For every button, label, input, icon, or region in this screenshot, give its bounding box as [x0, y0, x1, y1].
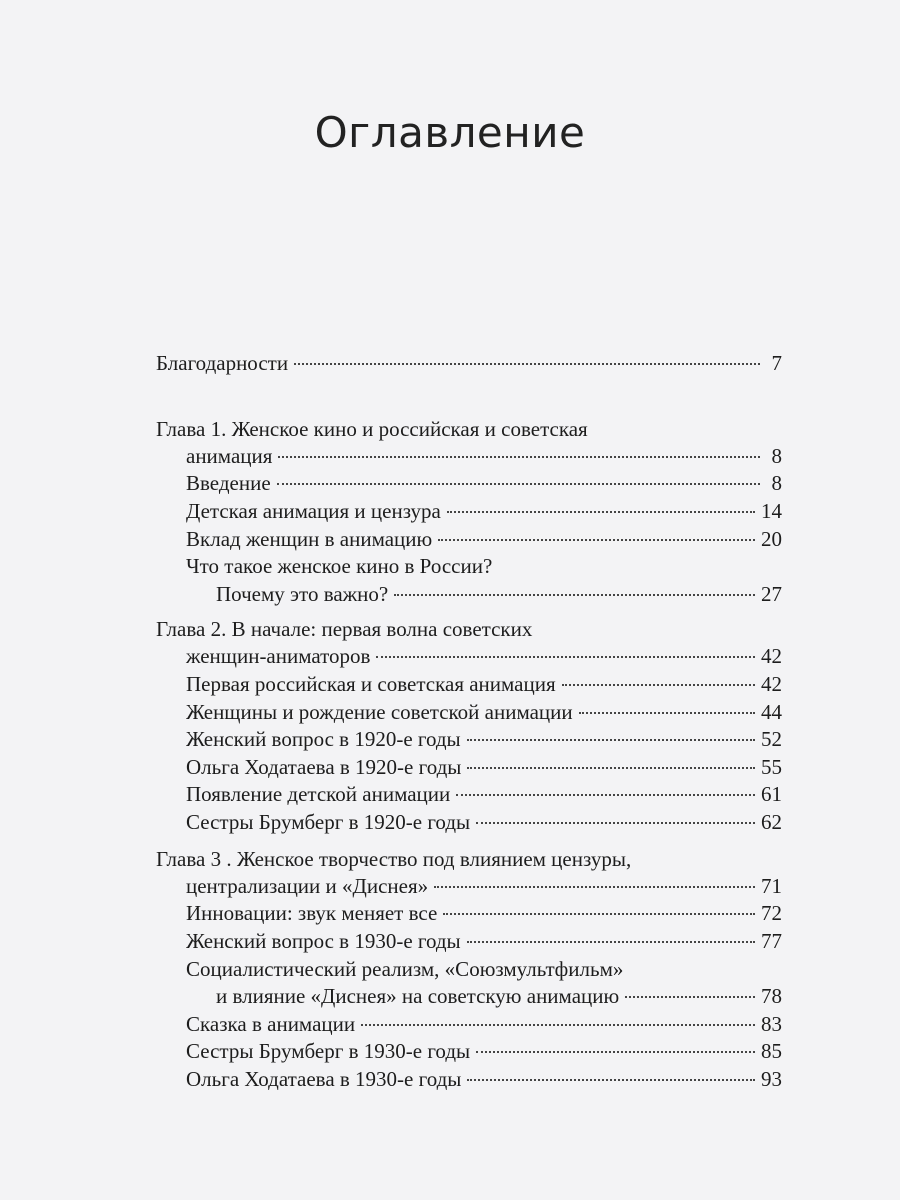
dot-leader — [294, 363, 760, 365]
page-title: Оглавление — [314, 108, 586, 157]
toc-page-number: 83 — [761, 1012, 782, 1036]
toc-page-number: 52 — [761, 727, 782, 751]
dot-leader — [625, 996, 755, 998]
toc-entry-label: Сестры Брумберг в 1920-е годы — [186, 810, 471, 834]
toc-entry-label: Ольга Ходатаева в 1920-е годы — [186, 755, 462, 779]
toc-entry-children-animation-emergence[interactable] — [186, 780, 782, 808]
dot-leader — [361, 1024, 755, 1026]
toc-entry-why-important[interactable] — [216, 580, 782, 608]
toc-entry-label: Женский вопрос в 1930-е годы — [186, 929, 461, 953]
toc-page-number: 20 — [761, 527, 782, 551]
dot-leader — [277, 483, 760, 485]
toc-page-number: 72 — [761, 901, 782, 925]
toc-page-number: 42 — [761, 644, 782, 668]
toc-entry-brumberg-1920s[interactable] — [186, 808, 782, 836]
dot-leader — [438, 539, 755, 541]
toc-entry-label: женщин-аниматоров — [186, 644, 371, 668]
toc-entry-label: Женский вопрос в 1920-е годы — [186, 727, 461, 751]
dot-leader — [467, 941, 755, 943]
dot-leader — [467, 1079, 755, 1081]
toc-entry-sound-innovation[interactable] — [186, 899, 782, 927]
toc-entry-womens-cinema-question[interactable]: Что такое женское кино в России? — [186, 554, 493, 578]
toc-page-number: 61 — [761, 782, 782, 806]
toc-entry-label: Появление детской анимации — [186, 782, 451, 806]
toc-entry-khodataeva-1920s[interactable] — [186, 753, 782, 781]
toc-entry-womens-question-1930s[interactable] — [186, 927, 782, 955]
dot-leader — [447, 511, 755, 513]
dot-leader — [467, 739, 755, 741]
dot-leader — [443, 913, 755, 915]
dot-leader — [456, 794, 755, 796]
toc-entry-label: Вклад женщин в анимацию — [186, 527, 433, 551]
toc-page-number: 7 — [771, 351, 782, 375]
toc-page-number: 71 — [761, 874, 782, 898]
toc-entry-disney-influence[interactable] — [216, 982, 782, 1010]
chapter-3-heading[interactable]: Глава 3 . Женское творчество под влиянием цензуры, — [156, 847, 632, 871]
toc-entry-women-birth-animation[interactable] — [186, 698, 782, 726]
dot-leader — [476, 1051, 755, 1053]
toc-entry-label: и влияние «Диснея» на советскую анимацию — [216, 984, 620, 1008]
toc-entry-brumberg-1930s[interactable] — [186, 1037, 782, 1065]
toc-entry-label: Введение — [186, 471, 271, 495]
toc-entry-label: Первая российская и советская анимация — [186, 672, 556, 696]
toc-entry-label: Ольга Ходатаева в 1930-е годы — [186, 1067, 462, 1091]
toc-page-number: 42 — [761, 672, 782, 696]
toc-entry-label: анимация — [186, 444, 273, 468]
toc-page-number: 14 — [761, 499, 782, 523]
toc-page-number: 44 — [761, 700, 782, 724]
toc-entry-introduction[interactable] — [186, 469, 782, 497]
dot-leader — [434, 886, 755, 888]
toc-page-number: 78 — [761, 984, 782, 1008]
toc-entry-womens-contribution[interactable] — [186, 525, 782, 553]
toc-entry-label: Сказка в анимации — [186, 1012, 356, 1036]
toc-entry-acknowledgements[interactable] — [156, 349, 782, 377]
chapter-3-heading-continuation[interactable] — [186, 872, 782, 900]
toc-entry-socialist-realism[interactable]: Социалистический реализм, «Союзмультфильм» — [186, 957, 624, 981]
toc-entry-label: Детская анимация и цензура — [186, 499, 441, 523]
toc-entry-fairy-tale[interactable] — [186, 1010, 782, 1038]
toc-entry-khodataeva-1930s[interactable] — [186, 1065, 782, 1093]
dot-leader — [579, 712, 755, 714]
dot-leader — [467, 767, 755, 769]
toc-entry-womens-question-1920s[interactable] — [186, 725, 782, 753]
toc-entry-label: Инновации: звук меняет все — [186, 901, 438, 925]
dot-leader — [278, 456, 760, 458]
toc-page-number: 62 — [761, 810, 782, 834]
toc-entry-label: Почему это важно? — [216, 582, 389, 606]
toc-page-number: 85 — [761, 1039, 782, 1063]
toc-page-number: 77 — [761, 929, 782, 953]
toc-entry-label: централизации и «Диснея» — [186, 874, 429, 898]
chapter-2-heading-continuation[interactable] — [186, 642, 782, 670]
chapter-2-heading[interactable]: Глава 2. В начале: первая волна советских — [156, 617, 533, 641]
toc-entry-label: Благодарности — [156, 351, 289, 375]
dot-leader — [394, 594, 755, 596]
toc-entry-first-russian-animation[interactable] — [186, 670, 782, 698]
toc-page-number: 27 — [761, 582, 782, 606]
chapter-1-heading-continuation[interactable] — [186, 442, 782, 470]
toc-page-number: 8 — [771, 471, 782, 495]
dot-leader — [376, 656, 755, 658]
toc-page-number: 55 — [761, 755, 782, 779]
chapter-1-heading[interactable]: Глава 1. Женское кино и российская и советская — [156, 417, 588, 441]
toc-entry-label: Сестры Брумберг в 1930-е годы — [186, 1039, 471, 1063]
toc-entry-children-animation-censorship[interactable] — [186, 497, 782, 525]
toc-page-number: 8 — [771, 444, 782, 468]
toc-page-number: 93 — [761, 1067, 782, 1091]
dot-leader — [562, 684, 755, 686]
dot-leader — [476, 822, 755, 824]
toc-entry-label: Женщины и рождение советской анимации — [186, 700, 573, 724]
